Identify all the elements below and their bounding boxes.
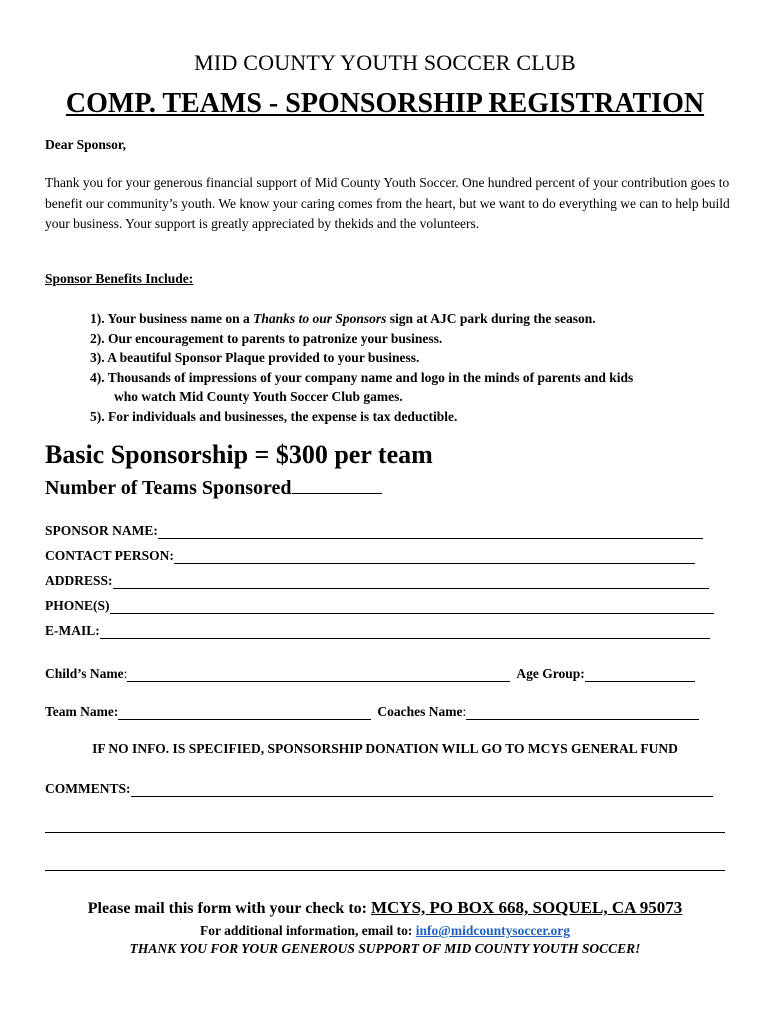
contact-email-line	[0, 923, 770, 939]
mail-instructions-text: Please mail this form with your check to:	[87, 900, 371, 917]
email-label: E-MAIL:	[45, 623, 100, 638]
teams-sponsored-row	[45, 477, 382, 500]
benefit-item-2: 2). Our encouragement to parents to patronize your business.	[90, 330, 443, 346]
age-group-field[interactable]	[585, 669, 695, 682]
comments-line-3[interactable]	[45, 870, 725, 871]
team-name-row	[45, 704, 699, 720]
sponsor-name-row	[45, 523, 703, 539]
intro-paragraph: Thank you for your generous financial support of Mid County Youth Soccer. One hundred percent of your contribution goes to benefit our community’s youth. We know your caring comes from the heart, but we want to do everything we can to help build your business. Your support is greatly appreciated by thekids and the volunteers.	[45, 175, 730, 231]
comments-field[interactable]	[131, 784, 713, 797]
contact-email-link[interactable]: info@midcountysoccer.org	[415, 923, 570, 938]
contact-person-field[interactable]	[174, 551, 695, 564]
benefits-list	[90, 309, 730, 426]
child-name-colon: :	[123, 666, 128, 681]
address-field[interactable]	[113, 576, 709, 589]
club-name: MID COUNTY YOUTH SOCCER CLUB	[194, 50, 576, 75]
team-name-label: Team Name:	[45, 704, 119, 719]
child-name-field[interactable]	[127, 669, 510, 682]
benefit-item-1-pre: 1). Your business name on a	[90, 311, 254, 326]
coaches-name-label: Coaches Name	[377, 704, 463, 719]
phone-row	[45, 598, 714, 614]
email-field[interactable]	[100, 626, 710, 639]
child-name-row	[45, 666, 695, 682]
sponsor-name-field[interactable]	[158, 526, 703, 539]
page-title	[0, 88, 770, 120]
age-group-label: Age Group:	[516, 666, 585, 681]
teams-sponsored-label: Number of Teams Sponsored	[45, 477, 292, 499]
benefit-item-4: 4). Thousands of impressions of your company name and logo in the minds of parents and kids	[90, 369, 634, 385]
thank-you-line: THANK YOU FOR YOUR GENEROUS SUPPORT OF MID COUNTY YOUTH SOCCER!	[129, 941, 641, 956]
benefit-item-1-emphasis: Thanks to our Sponsors	[253, 311, 387, 326]
comments-row	[45, 781, 713, 797]
contact-email-text: For additional information, email to:	[200, 923, 416, 938]
benefits-heading: Sponsor Benefits Include:	[45, 271, 194, 286]
benefit-item-3: 3). A beautiful Sponsor Plaque provided to your business.	[90, 350, 420, 365]
coaches-name-field[interactable]	[466, 707, 699, 720]
teams-sponsored-field[interactable]	[292, 477, 382, 494]
phone-label: PHONE(S)	[45, 598, 110, 613]
team-name-field[interactable]	[118, 707, 371, 720]
benefit-item-5: 5). For individuals and businesses, the expense is tax deductible.	[90, 408, 458, 424]
phone-field[interactable]	[110, 601, 714, 614]
benefit-item-4-continued: who watch Mid County Youth Soccer Club games.	[114, 389, 403, 404]
email-row	[45, 623, 710, 639]
mail-instructions	[0, 898, 770, 918]
address-label: ADDRESS:	[45, 573, 113, 588]
mailing-address: MCYS, PO BOX 668, SOQUEL, CA 95073	[370, 898, 683, 917]
contact-person-row	[45, 548, 695, 564]
address-row	[45, 573, 709, 589]
page-title-text: COMP. TEAMS - SPONSORSHIP REGISTRATION	[65, 88, 705, 119]
benefit-item-1-post: sign at AJC park during the season.	[386, 311, 596, 326]
salutation: Dear Sponsor,	[45, 137, 127, 152]
sponsor-name-label: SPONSOR NAME:	[45, 523, 158, 538]
comments-line-2[interactable]	[45, 832, 725, 833]
general-fund-notice: IF NO INFO. IS SPECIFIED, SPONSORSHIP DONATION WILL GO TO MCYS GENERAL FUND	[92, 741, 678, 756]
child-name-label: Child’s Name	[45, 666, 124, 681]
coaches-name-colon: :	[462, 704, 467, 719]
basic-sponsorship-price: Basic Sponsorship = $300 per team	[45, 440, 433, 469]
contact-person-label: CONTACT PERSON:	[45, 548, 174, 563]
comments-label: COMMENTS:	[45, 781, 131, 796]
benefit-item-1	[90, 309, 730, 329]
